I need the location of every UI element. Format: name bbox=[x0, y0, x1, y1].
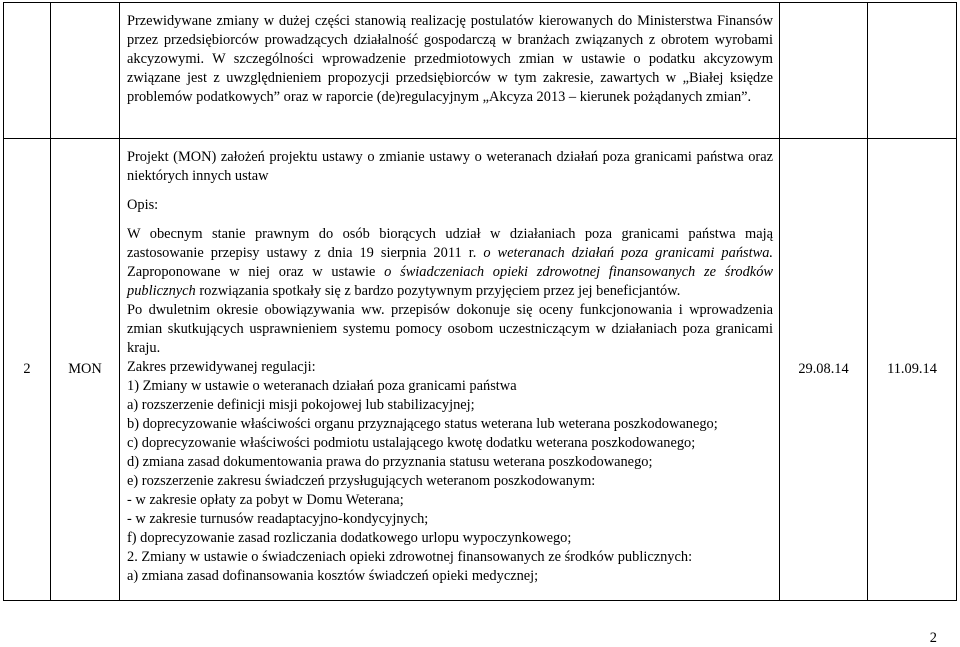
date1-cell: 29.08.14 bbox=[780, 139, 868, 601]
lp-cell: 2 bbox=[4, 139, 51, 601]
row1-description: Przewidywane zmiany w dużej części stanowią realizację postulatów kierowanych do Ministerstwa Finansów przez przedsiębiorców prowadzących działalność gospodarczą w branżach związanych z obrotem wyrobami akcyzowymi. W szczególności wprowadzenie przedmiotowych zmian w ustawie o podatku akcyzowym związane jest z uwzględnieniem propozycji przedsiębiorców w tym zakresie, zawartych w „Białej księdze problemów podatkowych” oraz w raporcie (de)regulacyjnym „Akcyza 2013 – kierunek pożądanych zmian”. bbox=[127, 13, 773, 105]
italic-law-title: o świadczeniach opieki zdrowotnej finansowanych ze środków publicznych bbox=[127, 264, 773, 299]
description-cell bbox=[120, 3, 780, 139]
date1-cell bbox=[780, 3, 868, 139]
description-cell bbox=[120, 139, 780, 601]
list-item: a) zmiana zasad dofinansowania kosztów świadczeń opieki medycznej; bbox=[127, 568, 539, 584]
project-title: Projekt (MON) założeń projektu ustawy o zmianie ustawy o weteranach działań poza granicami państwa oraz niektórych innych ustaw bbox=[127, 149, 773, 184]
opis-paragraph bbox=[127, 225, 773, 301]
list-item: c) doprecyzowanie właściwości podmiotu ustalającego kwotę dodatku weterana poszkodowanego; bbox=[127, 435, 696, 451]
list-item: - w zakresie turnusów readaptacyjno-kondycyjnych; bbox=[127, 511, 429, 527]
date2-cell bbox=[868, 3, 957, 139]
text-segment: W obecnym stanie prawnym do osób biorących udział w działaniach poza granicami państwa mają zastosowanie przepisy ustawy z dnia 19 sierpnia 2011 r. bbox=[127, 226, 773, 261]
list-item: Po dwuletnim okresie obowiązywania ww. przepisów dokonuje się oceny funkcjonowania i wprowadzenia zmian skutkujących usprawnieniem systemu pomocy osobom uczestniczącym w działaniach poza granicami kraju. bbox=[127, 302, 773, 356]
list-item: 2. Zmiany w ustawie o świadczeniach opieki zdrowotnej finansowanych ze środków publicznych: bbox=[127, 549, 693, 565]
list-item: d) zmiana zasad dokumentowania prawa do przyznania statusu weterana poszkodowanego; bbox=[127, 454, 653, 470]
table-row bbox=[4, 3, 957, 139]
date2-cell: 11.09.14 bbox=[868, 139, 957, 601]
text-segment: Zaproponowane w niej oraz w ustawie bbox=[127, 264, 385, 280]
list-item: a) rozszerzenie definicji misji pokojowej lub stabilizacyjnej; bbox=[127, 397, 475, 413]
org-cell bbox=[51, 3, 120, 139]
list-item: f) doprecyzowanie zasad rozliczania dodatkowego urlopu wypoczynkowego; bbox=[127, 530, 572, 546]
org-cell: MON bbox=[51, 139, 120, 601]
list-item: - w zakresie opłaty za pobyt w Domu Weterana; bbox=[127, 492, 404, 508]
table-row bbox=[4, 139, 957, 601]
page-number: 2 bbox=[929, 630, 937, 646]
document-table bbox=[3, 2, 957, 601]
text-segment: rozwiązania spotkały się z bardzo pozytywnym przyjęciem przez jej beneficjantów. bbox=[195, 283, 681, 299]
list-item: 1) Zmiany w ustawie o weteranach działań poza granicami państwa bbox=[127, 378, 517, 394]
opis-label: Opis: bbox=[127, 197, 159, 213]
list-item: e) rozszerzenie zakresu świadczeń przysługujących weteranom poszkodowanym: bbox=[127, 473, 596, 489]
lp-cell bbox=[4, 3, 51, 139]
list-item: Zakres przewidywanej regulacji: bbox=[127, 359, 316, 375]
list-item: b) doprecyzowanie właściwości organu przyznającego status weterana lub weterana poszkodowanego; bbox=[127, 416, 718, 432]
italic-law-title: o weteranach działań poza granicami państwa. bbox=[483, 245, 774, 261]
